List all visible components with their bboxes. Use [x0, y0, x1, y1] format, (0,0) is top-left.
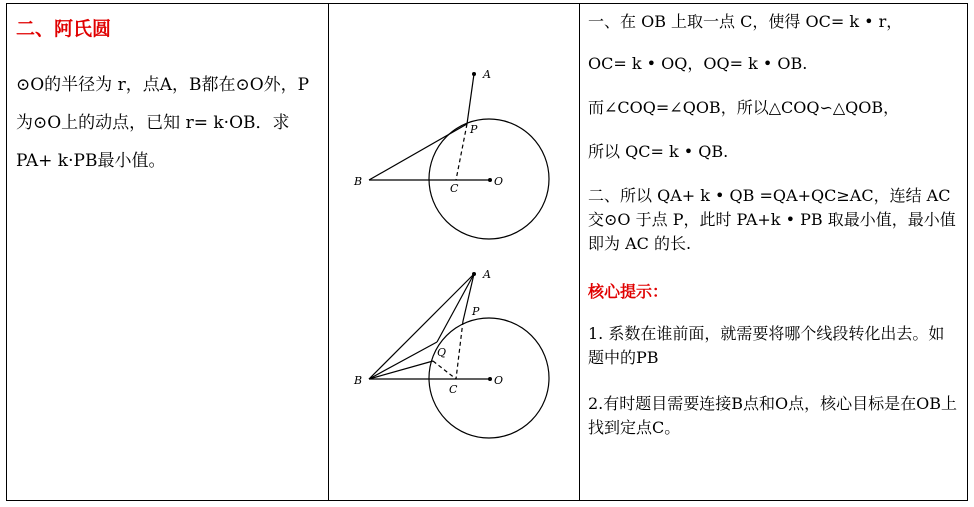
label-p-2: P	[472, 305, 480, 318]
segment-qa-2	[437, 274, 474, 342]
geometry-figures	[329, 4, 580, 500]
label-a-1: A	[483, 68, 491, 81]
point-a-2	[472, 272, 476, 276]
tips-title: 核心提示：	[588, 282, 669, 301]
label-c-2: C	[449, 383, 458, 396]
segment-pc-2	[456, 321, 463, 379]
solution-step1-line2: OC= k • OQ，OQ= k • OB.	[588, 54, 808, 73]
tip-2: 2.有时题目需要连接B点和O点，核心目标是在OB上找到定点C。	[588, 394, 958, 437]
solution-cell	[580, 4, 967, 500]
figure-cell	[329, 4, 580, 500]
label-o-1: O	[494, 175, 504, 188]
label-b-2: B	[354, 374, 363, 387]
label-c-1: C	[450, 182, 459, 195]
figure-1	[353, 68, 549, 239]
segment-bq-2	[369, 342, 437, 379]
label-b-1: B	[354, 175, 363, 188]
segment-pa-1	[467, 74, 474, 124]
problem-cell	[7, 4, 329, 500]
figure-2	[353, 268, 549, 438]
tip-1: 1. 系数在谁前面，就需要将哪个线段转化出去。如题中的PB	[588, 324, 945, 367]
point-o-2	[488, 377, 492, 381]
label-o-2: O	[494, 374, 504, 387]
label-p-1: P	[470, 123, 478, 136]
content-table	[6, 3, 968, 501]
segment-ba-1	[369, 124, 467, 180]
label-a-2: A	[483, 268, 491, 281]
solution-step1-line4: 所以 QC= k • QB.	[588, 142, 729, 161]
point-o-1	[488, 178, 492, 182]
point-a-1	[472, 72, 476, 76]
problem-text: ⊙O的半径为 r，点A，B都在⊙O外，P为⊙O上的动点，已知 r= k·OB．求 PA+ k·PB最小值。	[16, 75, 310, 171]
solution-step2: 二、所以 QA+ k • QB =QA+QC≥AC，连结 AC 交⊙O 于点 P，此时 PA+k • PB 取最小值，最小值即为 AC 的长.	[588, 186, 956, 253]
solution-step1-line1: 一、在 OB 上取一点 C，使得 OC= k • r，	[588, 12, 903, 31]
section-title: 二、阿氏圆	[16, 18, 112, 40]
segment-pc-1	[456, 124, 467, 180]
solution-step1-line3: 而∠COQ=∠QOB，所以△COQ∽△QOB，	[588, 98, 900, 117]
label-q-2: Q	[437, 346, 447, 359]
segment-qc-2	[433, 361, 456, 379]
